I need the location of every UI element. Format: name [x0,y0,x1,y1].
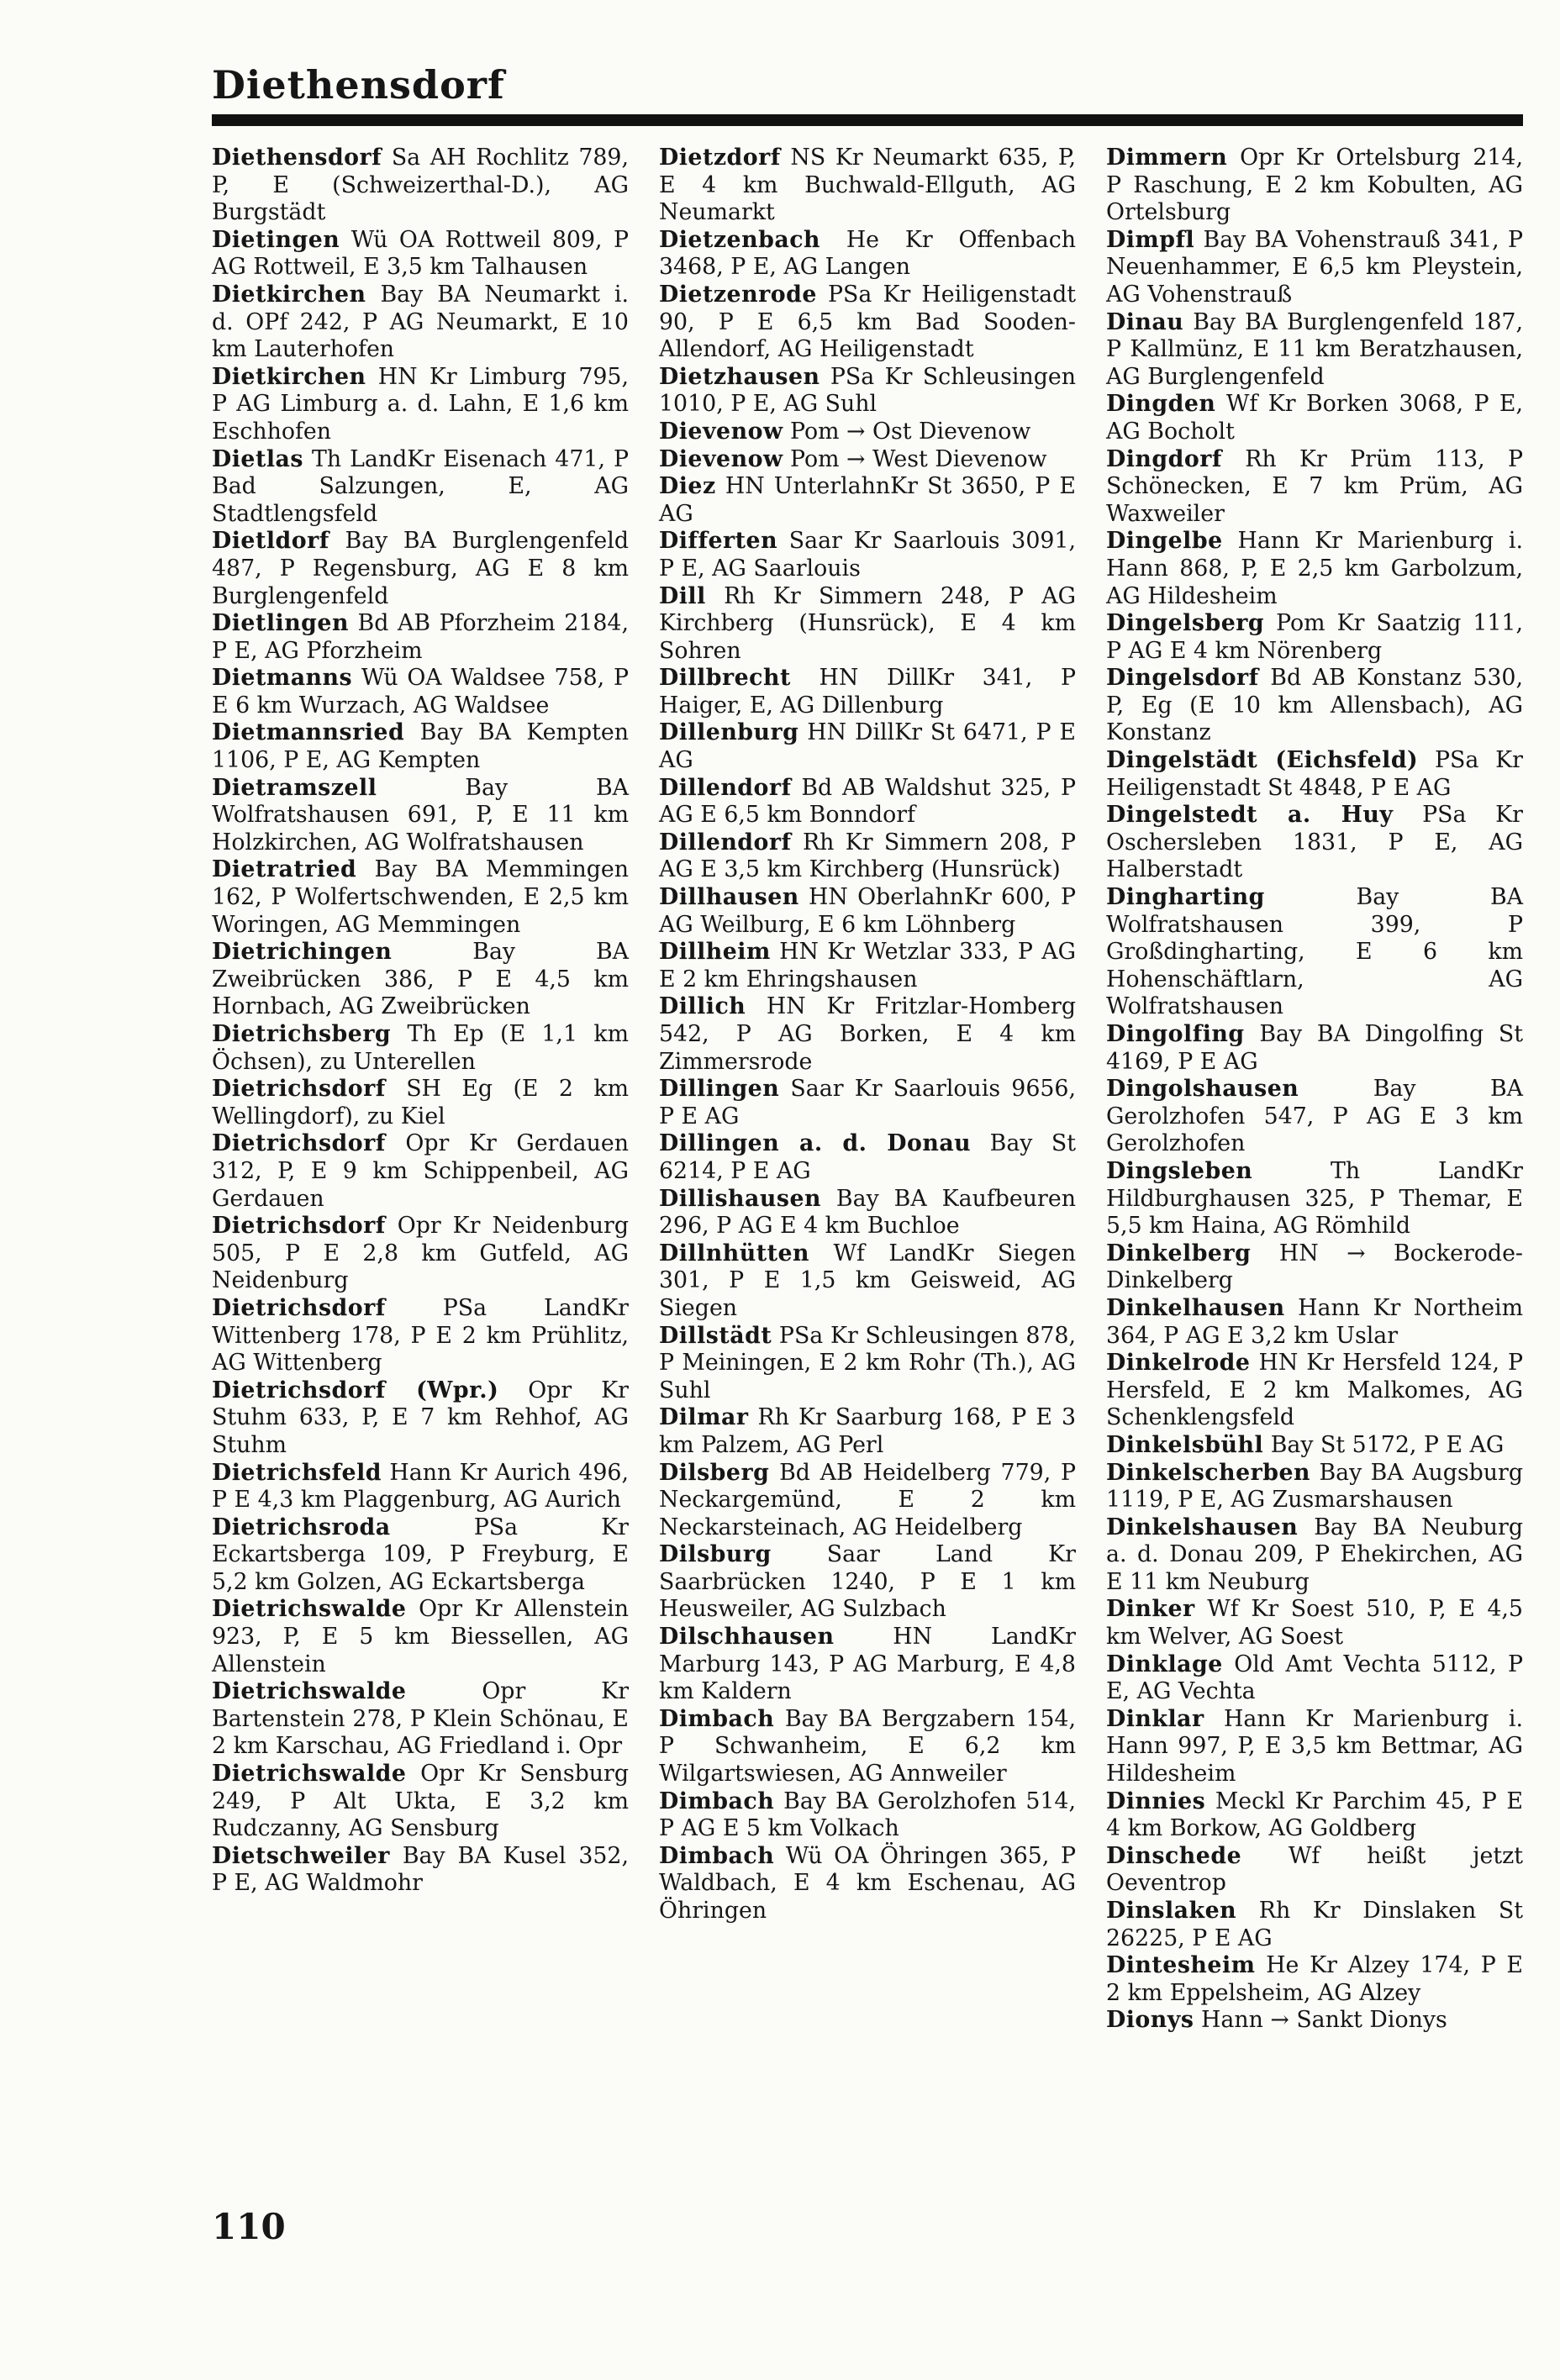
entry-details: HN LandKr Marburg 143, P AG Marburg, E 4,8 km Kaldern [659,1624,1076,1705]
gazetteer-entry [1106,610,1523,665]
entry-details: Wf heißt jetzt Oeventrop [1106,1842,1523,1897]
entry-headword: Dillendorf [659,774,792,801]
gazetteer-entry [212,446,629,529]
entry-details: Rh Kr Simmern 208, P AG E 3,5 km Kirchberg (Hunsrück) [659,829,1076,883]
gazetteer-entry [1106,1295,1523,1350]
entry-headword: Dinkelhausen [1106,1294,1285,1321]
entry-headword: Dilschhausen [659,1624,835,1651]
entry-details: Rh Kr Simmern 248, P AG Kirchberg (Hunsrück), E 4 km Sohren [659,582,1076,664]
column-3 [1106,145,1523,2035]
entry-headword: Dimpfl [1106,226,1195,253]
entry-details: Bay BA Bergzabern 154, P Schwanheim, E 6,2 km Wilgartswiesen, AG Annweiler [659,1705,1076,1788]
entry-headword: Dinkelscherben [1106,1459,1311,1486]
gazetteer-entry [659,583,1076,666]
entry-details: Bd AB Konstanz 530, P, Eg (E 10 km Allensbach), AG Konstanz [1106,665,1523,746]
entry-details: HN Kr Hersfeld 124, P Hersfeld, E 2 km Malkomes, AG Schenklengsfeld [1106,1350,1523,1431]
gazetteer-entry [659,1706,1076,1788]
gazetteer-entry [1106,1460,1523,1514]
entry-details: Meckl Kr Parchim 45, P E 4 km Borkow, AG Goldberg [1106,1788,1523,1842]
entry-headword: Dimbach [659,1705,775,1732]
entry-headword: Dingelsberg [1106,610,1265,637]
gazetteer-entry [1106,1706,1523,1788]
entry-details: Bay BA Neumarkt i. d. OPf 242, P AG Neumarkt, E 10 km Lauterhofen [212,281,629,363]
entry-headword: Dillstädt [659,1322,772,1349]
entry-details: Hann Kr Marienburg i. Hann 997, P, E 3,5 km Bettmar, AG Hildesheim [1106,1705,1523,1788]
gazetteer-entry [1106,802,1523,884]
gazetteer-entry [1106,1788,1523,1843]
entry-headword: Dietrichsdorf [212,1076,386,1103]
entry-headword: Dietzenbach [659,226,820,253]
gazetteer-entry [212,1076,629,1130]
entry-headword: Dinschede [1106,1842,1242,1869]
gazetteer-entry [1106,227,1523,309]
gazetteer-entry [212,1514,629,1597]
entry-details: PSa Kr Oschersleben 1831, P E, AG Halberstadt [1106,802,1523,883]
gazetteer-entry [659,993,1076,1076]
entry-details: Opr Kr Allenstein 923, P, E 5 km Biessellen, AG Allenstein [212,1596,629,1677]
gazetteer-entry [1106,1350,1523,1432]
gazetteer-entry [1106,747,1523,802]
entry-details: Saar Kr Saarlouis 3091, P E, AG Saarlouis [659,528,1076,582]
entry-details: Wü OA Öhringen 365, P Waldbach, E 4 km Eschenau, AG Öhringen [659,1842,1076,1924]
entry-details: HN → Bockerode-Dinkelberg [1106,1240,1523,1294]
gazetteer-entry [212,939,629,1021]
gazetteer-entry [212,1843,629,1898]
entry-details: Opr Kr Gerdauen 312, P, E 9 km Schippenbeil, AG Gerdauen [212,1130,629,1212]
gazetteer-entry [659,1460,1076,1542]
entry-headword: Dillhausen [659,884,799,911]
entry-headword: Dietramszell [212,774,377,801]
entry-details: Bay BA Dingolfing St 4169, P E AG [1106,1021,1523,1075]
entry-headword: Dinau [1106,308,1184,335]
entry-details: PSa Kr Heiligenstadt St 4848, P E AG [1106,747,1523,801]
entry-headword: Dietrichsroda [212,1514,391,1540]
gazetteer-entry [659,1240,1076,1323]
entry-details: Bay BA Kempten 1106, P E, AG Kempten [212,719,629,774]
entry-details: Sa AH Rochlitz 789, P, E (Schweizerthal-D.), AG Burgstädt [212,145,629,226]
entry-details: Bay BA Memmingen 162, P Wolfertschwenden, E 2,5 km Woringen, AG Memmingen [212,856,629,938]
entry-details: Bd AB Pforzheim 2184, P E, AG Pforzheim [212,610,629,664]
entry-headword: Dinkelsbühl [1106,1431,1264,1458]
entry-details: HN Kr Fritzlar-Homberg 542, P AG Borken, E 4 km Zimmersrode [659,993,1076,1075]
entry-details: Hann Kr Aurich 496, P E 4,3 km Plaggenburg, AG Aurich [212,1459,629,1514]
entry-headword: Dilsberg [659,1459,770,1486]
entry-details: HN DillKr 341, P Haiger, E, AG Dillenburg [659,665,1076,719]
entry-details: Bay BA Neuburg a. d. Donau 209, P Ehekirchen, AG E 11 km Neuburg [1106,1514,1523,1595]
entry-details: Bay BA Gerolzhofen 514, P AG E 5 km Volkach [659,1788,1076,1842]
gazetteer-entry [212,1761,629,1843]
entry-details: Opr Kr Stuhm 633, P, E 7 km Rehhof, AG Stuhm [212,1377,629,1458]
gazetteer-entry [212,1213,629,1295]
entry-details: Bay BA Gerolzhofen 547, P AG E 3 km Gerolzhofen [1106,1076,1523,1157]
entry-details: Pom → Ost Dievenow [790,418,1031,445]
entry-headword: Dinkelshausen [1106,1514,1299,1540]
entry-details: Bay BA Vohenstrauß 341, P Neuenhammer, E 6,5 km Pleystein, AG Vohenstrauß [1106,226,1523,308]
gazetteer-entry [1106,1651,1523,1706]
gazetteer-entry [659,1624,1076,1706]
gazetteer-entry [212,145,629,227]
entry-headword: Dintesheim [1106,1952,1256,1979]
header-rule [212,114,1523,126]
gazetteer-entry [659,1323,1076,1405]
entry-headword: Dingolshausen [1106,1076,1299,1103]
entry-headword: Dinker [1106,1596,1195,1623]
column-1 [212,145,629,2035]
entry-details: PSa Kr Schleusingen 878, P Meiningen, E 2 km Rohr (Th.), AG Suhl [659,1322,1076,1403]
entry-headword: Dietldorf [212,528,329,555]
entry-headword: Dingsleben [1106,1157,1253,1184]
entry-headword: Dietrichswalde [212,1678,407,1705]
entry-headword: Diez [659,473,716,500]
entry-details: PSa Kr Eckartsberga 109, P Freyburg, E 5,2 km Golzen, AG Eckartsberga [212,1514,629,1595]
gazetteer-entry [659,1130,1076,1185]
entry-details: Th LandKr Eisenach 471, P Bad Salzungen, E, AG Stadtlengsfeld [212,445,629,527]
entry-details: Th LandKr Hildburghausen 325, P Themar, E 5,5 km Haina, AG Römhild [1106,1157,1523,1240]
entry-headword: Dinklage [1106,1651,1223,1677]
gazetteer-entry [212,364,629,446]
entry-headword: Dinnies [1106,1788,1206,1814]
entry-details: HN DillKr St 6471, P E AG [659,719,1076,774]
entry-details: Bay BA Burglengenfeld 187, P Kallmünz, E 11 km Beratzhausen, AG Burglengenfeld [1106,308,1523,390]
gazetteer-entry [212,1295,629,1377]
gazetteer-entry [212,1377,629,1460]
entry-details: He Kr Offenbach 3468, P E, AG Langen [659,226,1076,281]
entry-details: HN Kr Limburg 795, P AG Limburg a. d. Lahn, E 1,6 km Eschhofen [212,363,629,445]
entry-details: Bay BA Kusel 352, P E, AG Waldmohr [212,1842,629,1897]
gazetteer-entry [212,1460,629,1514]
entry-headword: Dietzdorf [659,145,781,171]
entry-headword: Dillnhütten [659,1240,810,1266]
gazetteer-entry [659,473,1076,528]
gazetteer-entry [212,1596,629,1678]
entry-details: HN UnterlahnKr St 3650, P E AG [659,473,1076,527]
entry-headword: Dingelstädt (Eichsfeld) [1106,747,1419,774]
entry-headword: Dilmar [659,1404,749,1431]
entry-headword: Differten [659,528,778,555]
gazetteer-entry [1106,1514,1523,1597]
gazetteer-entry [212,528,629,610]
entry-headword: Dinslaken [1106,1898,1237,1924]
entry-headword: Dingharting [1106,884,1265,911]
gazetteer-entry [212,856,629,939]
entry-details: He Kr Alzey 174, P E 2 km Eppelsheim, AG Alzey [1106,1952,1523,2006]
gazetteer-entry [212,282,629,364]
gazetteer-entry [659,528,1076,582]
entry-headword: Dillendorf [659,829,792,856]
entry-headword: Diethensdorf [212,145,382,171]
gazetteer-entry [1106,1898,1523,1952]
gazetteer-entry [1106,1021,1523,1076]
gazetteer-entry [1106,884,1523,1021]
entry-details: Bay BA Zweibrücken 386, P E 4,5 km Hornbach, AG Zweibrücken [212,939,629,1020]
entry-headword: Dietzenrode [659,281,817,308]
entry-headword: Dillheim [659,939,771,966]
entry-headword: Dietrichsfeld [212,1459,382,1486]
gazetteer-entry [659,227,1076,282]
gazetteer-entry [659,282,1076,364]
entry-headword: Dietmannsried [212,719,405,746]
entry-details: PSa Kr Schleusingen 1010, P E, AG Suhl [659,363,1076,418]
entry-details: Rh Kr Dinslaken St 26225, P E AG [1106,1898,1523,1951]
entry-details: NS Kr Neumarkt 635, P, E 4 km Buchwald-Ellguth, AG Neumarkt [659,145,1076,226]
entry-details: Wf Kr Borken 3068, P E, AG Bocholt [1106,391,1523,445]
gazetteer-entry [659,364,1076,419]
gazetteer-entry [1106,1843,1523,1898]
entry-details: HN Kr Wetzlar 333, P AG E 2 km Ehringshausen [659,939,1076,993]
gazetteer-entry [659,884,1076,939]
entry-details: HN OberlahnKr 600, P AG Weilburg, E 6 km Löhnberg [659,884,1076,938]
entry-headword: Dill [659,582,706,609]
entry-details: Wf Kr Soest 510, P, E 4,5 km Welver, AG Soest [1106,1596,1523,1651]
entry-headword: Dillenburg [659,719,799,746]
entry-details: Opr Kr Bartenstein 278, P Klein Schönau, E 2 km Karschau, AG Friedland i. Opr [212,1678,629,1760]
entry-details: PSa Kr Heiligenstadt 90, P E 6,5 km Bad Sooden-Allendorf, AG Heiligenstadt [659,281,1076,363]
entry-details: Bay BA Kaufbeuren 296, P AG E 4 km Buchloe [659,1185,1076,1240]
entry-details: Bay St 5172, P E AG [1270,1431,1505,1458]
column-2 [659,145,1076,2035]
entry-headword: Dietkirchen [212,281,366,308]
entry-headword: Dietrichsdorf [212,1294,386,1321]
entry-details: Wf LandKr Siegen 301, P E 1,5 km Geisweid, AG Siegen [659,1240,1076,1321]
gazetteer-entry [659,1788,1076,1843]
gazetteer-entry [659,1186,1076,1240]
gazetteer-entry [1106,1240,1523,1295]
entry-headword: Dietschweiler [212,1842,390,1869]
entry-details: Pom Kr Saatzig 111, P AG E 4 km Nörenberg [1106,610,1523,664]
gazetteer-entry [659,1541,1076,1624]
entry-details: Hann → Sankt Dionys [1200,2007,1447,2034]
entry-headword: Dionys [1106,2007,1194,2034]
entry-details: Rh Kr Prüm 113, P Schönecken, E 7 km Prüm, AG Waxweiler [1106,445,1523,527]
entry-headword: Dietkirchen [212,363,366,390]
gazetteer-entry [1106,1158,1523,1240]
entry-headword: Dietrichsdorf (Wpr.) [212,1377,499,1403]
entry-headword: Dievenow [659,418,783,445]
entry-headword: Dinkelrode [1106,1350,1251,1377]
gazetteer-entry [659,1404,1076,1459]
gazetteer-entry [212,719,629,774]
entry-details: Hann Kr Marienburg i. Hann 868, P, E 2,5 km Garbolzum, AG Hildesheim [1106,528,1523,609]
entry-headword: Dillich [659,993,746,1020]
entry-headword: Dietrichswalde [212,1761,407,1788]
entry-headword: Dillishausen [659,1185,821,1212]
entry-headword: Dietrichsdorf [212,1213,386,1240]
gazetteer-entry [1106,309,1523,392]
gazetteer-entry [1106,1596,1523,1651]
entry-headword: Dingelstedt a. Huy [1106,802,1394,829]
entry-details: Bay BA Burglengenfeld 487, P Regensburg, AG E 8 km Burglengenfeld [212,528,629,609]
running-head: Diethensdorf [212,62,505,108]
gazetteer-entry [212,665,629,719]
entry-headword: Dietzhausen [659,363,820,390]
entry-details: Bd AB Waldshut 325, P AG E 6,5 km Bonndorf [659,774,1076,829]
gazetteer-entry [212,1678,629,1761]
entry-headword: Dingden [1106,391,1216,418]
gazetteer-entry [1106,665,1523,747]
gazetteer-entry [1106,1076,1523,1158]
gazetteer-entry [212,1021,629,1076]
entry-details: Opr Kr Sensburg 249, P Alt Ukta, E 3,2 km Rudczanny, AG Sensburg [212,1761,629,1842]
entry-headword: Dillingen a. d. Donau [659,1130,972,1157]
entry-headword: Dimbach [659,1842,775,1869]
entry-details: Bd AB Heidelberg 779, P Neckargemünd, E 2 km Neckarsteinach, AG Heidelberg [659,1459,1076,1540]
gazetteer-entry [1106,1432,1523,1460]
entry-details: Rh Kr Saarburg 168, P E 3 km Palzem, AG Perl [659,1404,1076,1458]
gazetteer-entry [212,775,629,857]
entry-headword: Dinklar [1106,1705,1204,1732]
entry-headword: Dietrichingen [212,939,393,966]
entry-headword: Dingelbe [1106,528,1223,555]
gazetteer-entry [659,446,1076,474]
entry-headword: Dingelsdorf [1106,665,1259,692]
gazetteer-entry [659,829,1076,884]
gazetteer-entry [1106,145,1523,227]
entry-headword: Dietlas [212,445,303,472]
entry-details: Wü OA Rottweil 809, P AG Rottweil, E 3,5 km Talhausen [212,226,629,281]
entry-headword: Dimbach [659,1788,775,1814]
entry-headword: Dillingen [659,1076,780,1103]
entry-details: Opr Kr Neidenburg 505, P E 2,8 km Gutfeld, AG Neidenburg [212,1213,629,1294]
entry-headword: Dietratried [212,856,357,883]
gazetteer-entry [659,665,1076,719]
entry-headword: Dinkelberg [1106,1240,1252,1266]
entry-details: Bay St 6214, P E AG [659,1130,1076,1184]
gazetteer-entry [212,227,629,282]
entry-details: Saar Kr Saarlouis 9656, P E AG [659,1076,1076,1129]
entry-details: Bay BA Wolfratshausen 691, P, E 11 km Holzkirchen, AG Wolfratshausen [212,774,629,856]
entry-details: Saar Land Kr Saarbrücken 1240, P E 1 km Heusweiler, AG Sulzbach [659,1541,1076,1623]
entry-headword: Dingolfing [1106,1021,1245,1047]
gazetteer-entry [1106,1952,1523,2007]
entry-details: Th Ep (E 1,1 km Öchsen), zu Unterellen [212,1021,629,1075]
entry-details: Bay BA Augsburg 1119, P E, AG Zusmarshausen [1106,1459,1523,1514]
entry-headword: Dimmern [1106,145,1228,171]
entry-headword: Dietmanns [212,665,353,692]
entry-headword: Dietlingen [212,610,349,637]
entry-headword: Dietrichswalde [212,1596,407,1623]
entry-columns [212,145,1523,2035]
gazetteer-entry [659,775,1076,829]
gazetteer-entry [659,419,1076,446]
entry-details: SH Eg (E 2 km Wellingdorf), zu Kiel [212,1076,629,1129]
gazetteer-entry [659,1843,1076,1925]
entry-details: PSa LandKr Wittenberg 178, P E 2 km Prühlitz, AG Wittenberg [212,1294,629,1377]
gazetteer-entry [1106,446,1523,529]
gazetteer-entry [1106,528,1523,610]
gazetteer-entry [659,145,1076,227]
gazetteer-entry [212,610,629,665]
entry-details: Opr Kr Ortelsburg 214, P Raschung, E 2 km Kobulten, AG Ortelsburg [1106,145,1523,226]
entry-details: Wü OA Waldsee 758, P E 6 km Wurzach, AG Waldsee [212,665,629,719]
gazetteer-entry [659,1076,1076,1130]
entry-details: Pom → West Dievenow [790,445,1047,472]
entry-details: Old Amt Vechta 5112, P E, AG Vechta [1106,1651,1523,1705]
entry-headword: Dievenow [659,445,783,472]
gazetteer-entry [1106,2007,1523,2035]
entry-headword: Dillbrecht [659,665,791,692]
page-number: 110 [212,2206,286,2247]
entry-headword: Dietrichsberg [212,1021,392,1047]
entry-headword: Dingdorf [1106,445,1222,472]
gazetteer-entry [1106,391,1523,445]
entry-details: Bay BA Wolfratshausen 399, P Großdingharting, E 6 km Hohenschäftlarn, AG Wolfratshausen [1106,884,1523,1020]
gazetteer-entry [659,939,1076,993]
gazetteer-entry [659,719,1076,774]
gazetteer-entry [212,1130,629,1213]
entry-details: Hann Kr Northeim 364, P AG E 3,2 km Uslar [1106,1294,1523,1349]
entry-headword: Dietingen [212,226,340,253]
entry-headword: Dilsburg [659,1541,772,1568]
entry-headword: Dietrichsdorf [212,1130,386,1157]
